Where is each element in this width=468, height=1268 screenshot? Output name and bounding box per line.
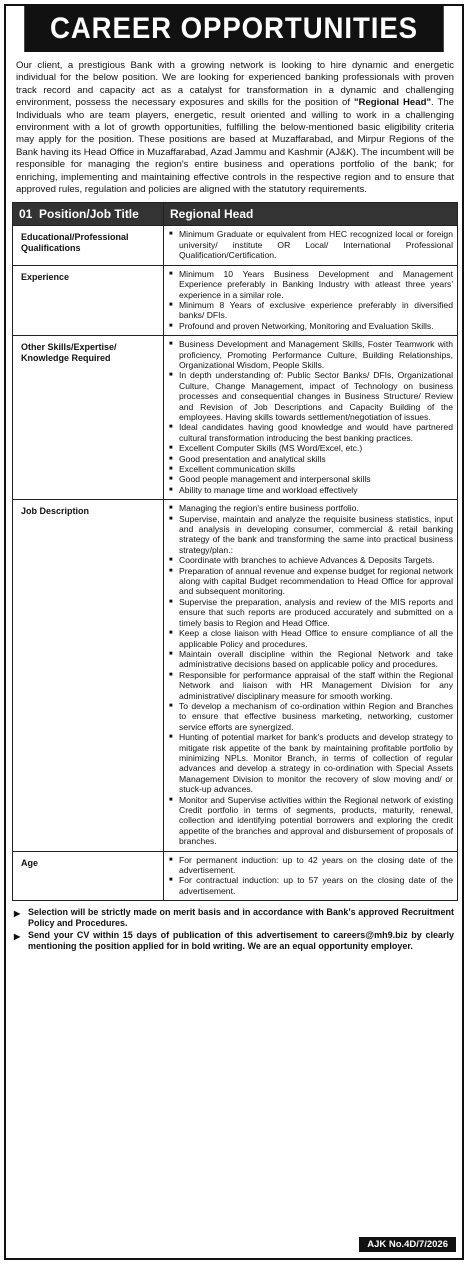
requirement-list — [168, 229, 453, 260]
requirement-content — [164, 500, 458, 851]
arrow-icon: ▶ — [14, 931, 21, 941]
requirement-item: ■ In depth understanding of: Public Sector Banks/ DFIs, Organizational Culture, Change Management, impact of Technology on business processes and consequential changes in Business Structure/ Review and Revision of Job Descriptions and Capacity Building of the employees. Having skills towards settlement/negotiation of issues. — [179, 370, 453, 422]
intro-highlight: "Regional Head" — [353, 97, 431, 109]
position-table — [12, 202, 458, 901]
reference-number: AJK No.4D/7/2026 — [359, 1237, 456, 1252]
requirement-item: ■ Ability to manage time and workload effectively — [179, 485, 453, 495]
requirement-item: ■ Ideal candidates having good knowledge and would have partnered cultural transformation introducing the best banking practices. — [179, 422, 453, 443]
requirement-item: ■ Excellent Computer Skills (MS Word/Excel, etc.) — [179, 443, 453, 453]
requirement-row — [13, 851, 458, 901]
footer-note-selection — [14, 907, 454, 929]
position-title-value: Regional Head — [164, 203, 458, 226]
requirement-label: Other Skills/Expertise/ Knowledge Required — [13, 336, 164, 500]
advertisement — [4, 4, 464, 1260]
requirement-list — [168, 339, 453, 495]
requirement-label: Experience — [13, 265, 164, 335]
position-number: 01 — [19, 207, 33, 222]
requirement-row — [13, 336, 458, 500]
requirement-content — [164, 851, 458, 901]
requirement-label: Job Description — [13, 500, 164, 851]
requirement-row — [13, 265, 458, 335]
intro-paragraph — [6, 52, 462, 202]
requirement-item: ■ To develop a mechanism of co-ordination within Region and Branches to ensure that effective business marketing, networking, customer service efforts are synergized. — [179, 701, 453, 732]
requirement-item: ■ Good presentation and analytical skills — [179, 454, 453, 464]
requirement-item: ■ Managing the region's entire business portfolio. — [179, 503, 453, 513]
page-title: CAREER OPPORTUNITIES — [24, 6, 444, 52]
requirement-row — [13, 500, 458, 851]
requirement-item: ■ Responsible for performance appraisal of the staff within the Regional Network and liaison with HR Management Division for any administrative/ disciplinary measure for smooth working. — [179, 670, 453, 701]
footer-note-apply — [14, 930, 454, 952]
requirement-list — [168, 269, 453, 331]
requirement-item: ■ For contractual induction: up to 57 years on the closing date of the advertisement. — [179, 875, 453, 896]
position-label: Position/Job Title — [39, 207, 139, 222]
requirement-item: ■ Business Development and Management Skills, Foster Teamwork with proficiency, Promoting Performance Culture, Building Relationships, Organizational Wisdom, People Skills. — [179, 339, 453, 370]
requirement-item: ■ Maintain overall discipline within the Regional Network and take administrative decisions based on applicable policy and procedures. — [179, 649, 453, 670]
requirement-content — [164, 226, 458, 265]
requirement-item: ■ Supervise the preparation, analysis and review of the MIS reports and ensure that such reports are produced accurately and submitted on a timely basis to Region and Head Office. — [179, 597, 453, 628]
position-header-row — [13, 203, 458, 226]
requirement-item: ■ Keep a close liaison with Head Office to ensure compliance of all the applicable Policy and procedures. — [179, 628, 453, 649]
requirement-item: ■ Good people management and interpersonal skills — [179, 474, 453, 484]
requirement-item: ■ Minimum 10 Years Business Development and Management Experience preferably in Banking Industry with atleast three years' experience in a similar role. — [179, 269, 453, 300]
requirement-item: ■ Minimum 8 Years of exclusive experience preferably in diversified banks/ DFIs. — [179, 300, 453, 321]
requirement-item: ■ Profound and proven Networking, Monitoring and Evaluation Skills. — [179, 321, 453, 331]
arrow-icon: ▶ — [14, 909, 21, 919]
requirement-item: ■ Monitor and Supervise activities within the Regional network of existing Credit portfolio in terms of segments, products, maturity, renewal, collection and identifying potential borrowers and exploring the credit appetite of the branches and approval and disbursement of proposals of branches. — [179, 795, 453, 847]
requirement-row — [13, 226, 458, 265]
requirement-label: Educational/Professional Qualifications — [13, 226, 164, 265]
position-title-label — [13, 203, 164, 226]
requirement-item: ■ Minimum Graduate or equivalent from HEC recognized local or foreign university/ institute OR Local/ International Professional Qualification/Certification. — [179, 229, 453, 260]
footer-note-1: Selection will be strictly made on merit basis and in accordance with Bank's approved Recruitment Policy and Procedures. — [28, 907, 454, 929]
requirement-item: ■ Excellent communication skills — [179, 464, 453, 474]
requirement-item: ■ For permanent induction: up to 42 years on the closing date of the advertisement. — [179, 855, 453, 876]
requirement-item: ■ Preparation of annual revenue and expense budget for regional network along with capital Budget recommendation to Head Office for approval and subsequent monitoring. — [179, 566, 453, 597]
requirement-item: ■ Coordinate with branches to achieve Advances & Deposits Targets. — [179, 555, 453, 565]
intro-text-2: . The Individuals who are team players, energetic, result oriented and willing to work in a challenging environment with a lot of growth opportunities, fulfilling the below-mentioned basic eligibility criteria may apply for the position. These positions are based at Muzaffarabad, and Mirpur Regions of the Bank having its Head Office in Muzaffarabad, Azad Jammu and Kashmir (AJ&K). The incumbent will be responsible for managing the region's entire business and operations portfolio of the bank; for enriching, implementing and maintaining effective controls in the respective region and to ensure that approved rules, regulation and policies are aligned with the statutory requirements. — [16, 97, 454, 196]
requirement-content — [164, 265, 458, 335]
requirement-item: ■ Hunting of potential market for bank's products and develop strategy to mitigate risk appetite of the bank by maintaining profitable portfolio by minimizing NPLs. Monitor Branch, in terms of collection of regular advances and develop a strategy in co-ordination with Special Assets Management Division to monitor the recovery of slow moving and/ or stuck-up advances. — [179, 732, 453, 794]
requirement-list — [168, 855, 453, 897]
requirement-label: Age — [13, 851, 164, 901]
footer-notes — [6, 901, 462, 952]
requirement-list — [168, 503, 453, 846]
footer-note-2: Send your CV within 15 days of publication of this advertisement to careers@mh9.biz by clearly mentioning the position applied for in bold writing. We are an equal opportunity employer. — [28, 929, 454, 951]
requirement-content — [164, 336, 458, 500]
requirement-item: ■ Supervise, maintain and analyze the requisite business statistics, input and analysis in developing consumer, commercial & retail banking strategy of the bank and transforming the same into practical business strategy/plan.: — [179, 514, 453, 556]
intro-text-1: Our client, a prestigious Bank with a growing network is looking to hire dynamic and energetic individual for the below position. We are looking for experienced banking professionals with proven track record and capacity act as a catalyst for transformation in a dynamic and challenging environment, possess the necessary exposures and skills for the position of — [16, 60, 454, 109]
